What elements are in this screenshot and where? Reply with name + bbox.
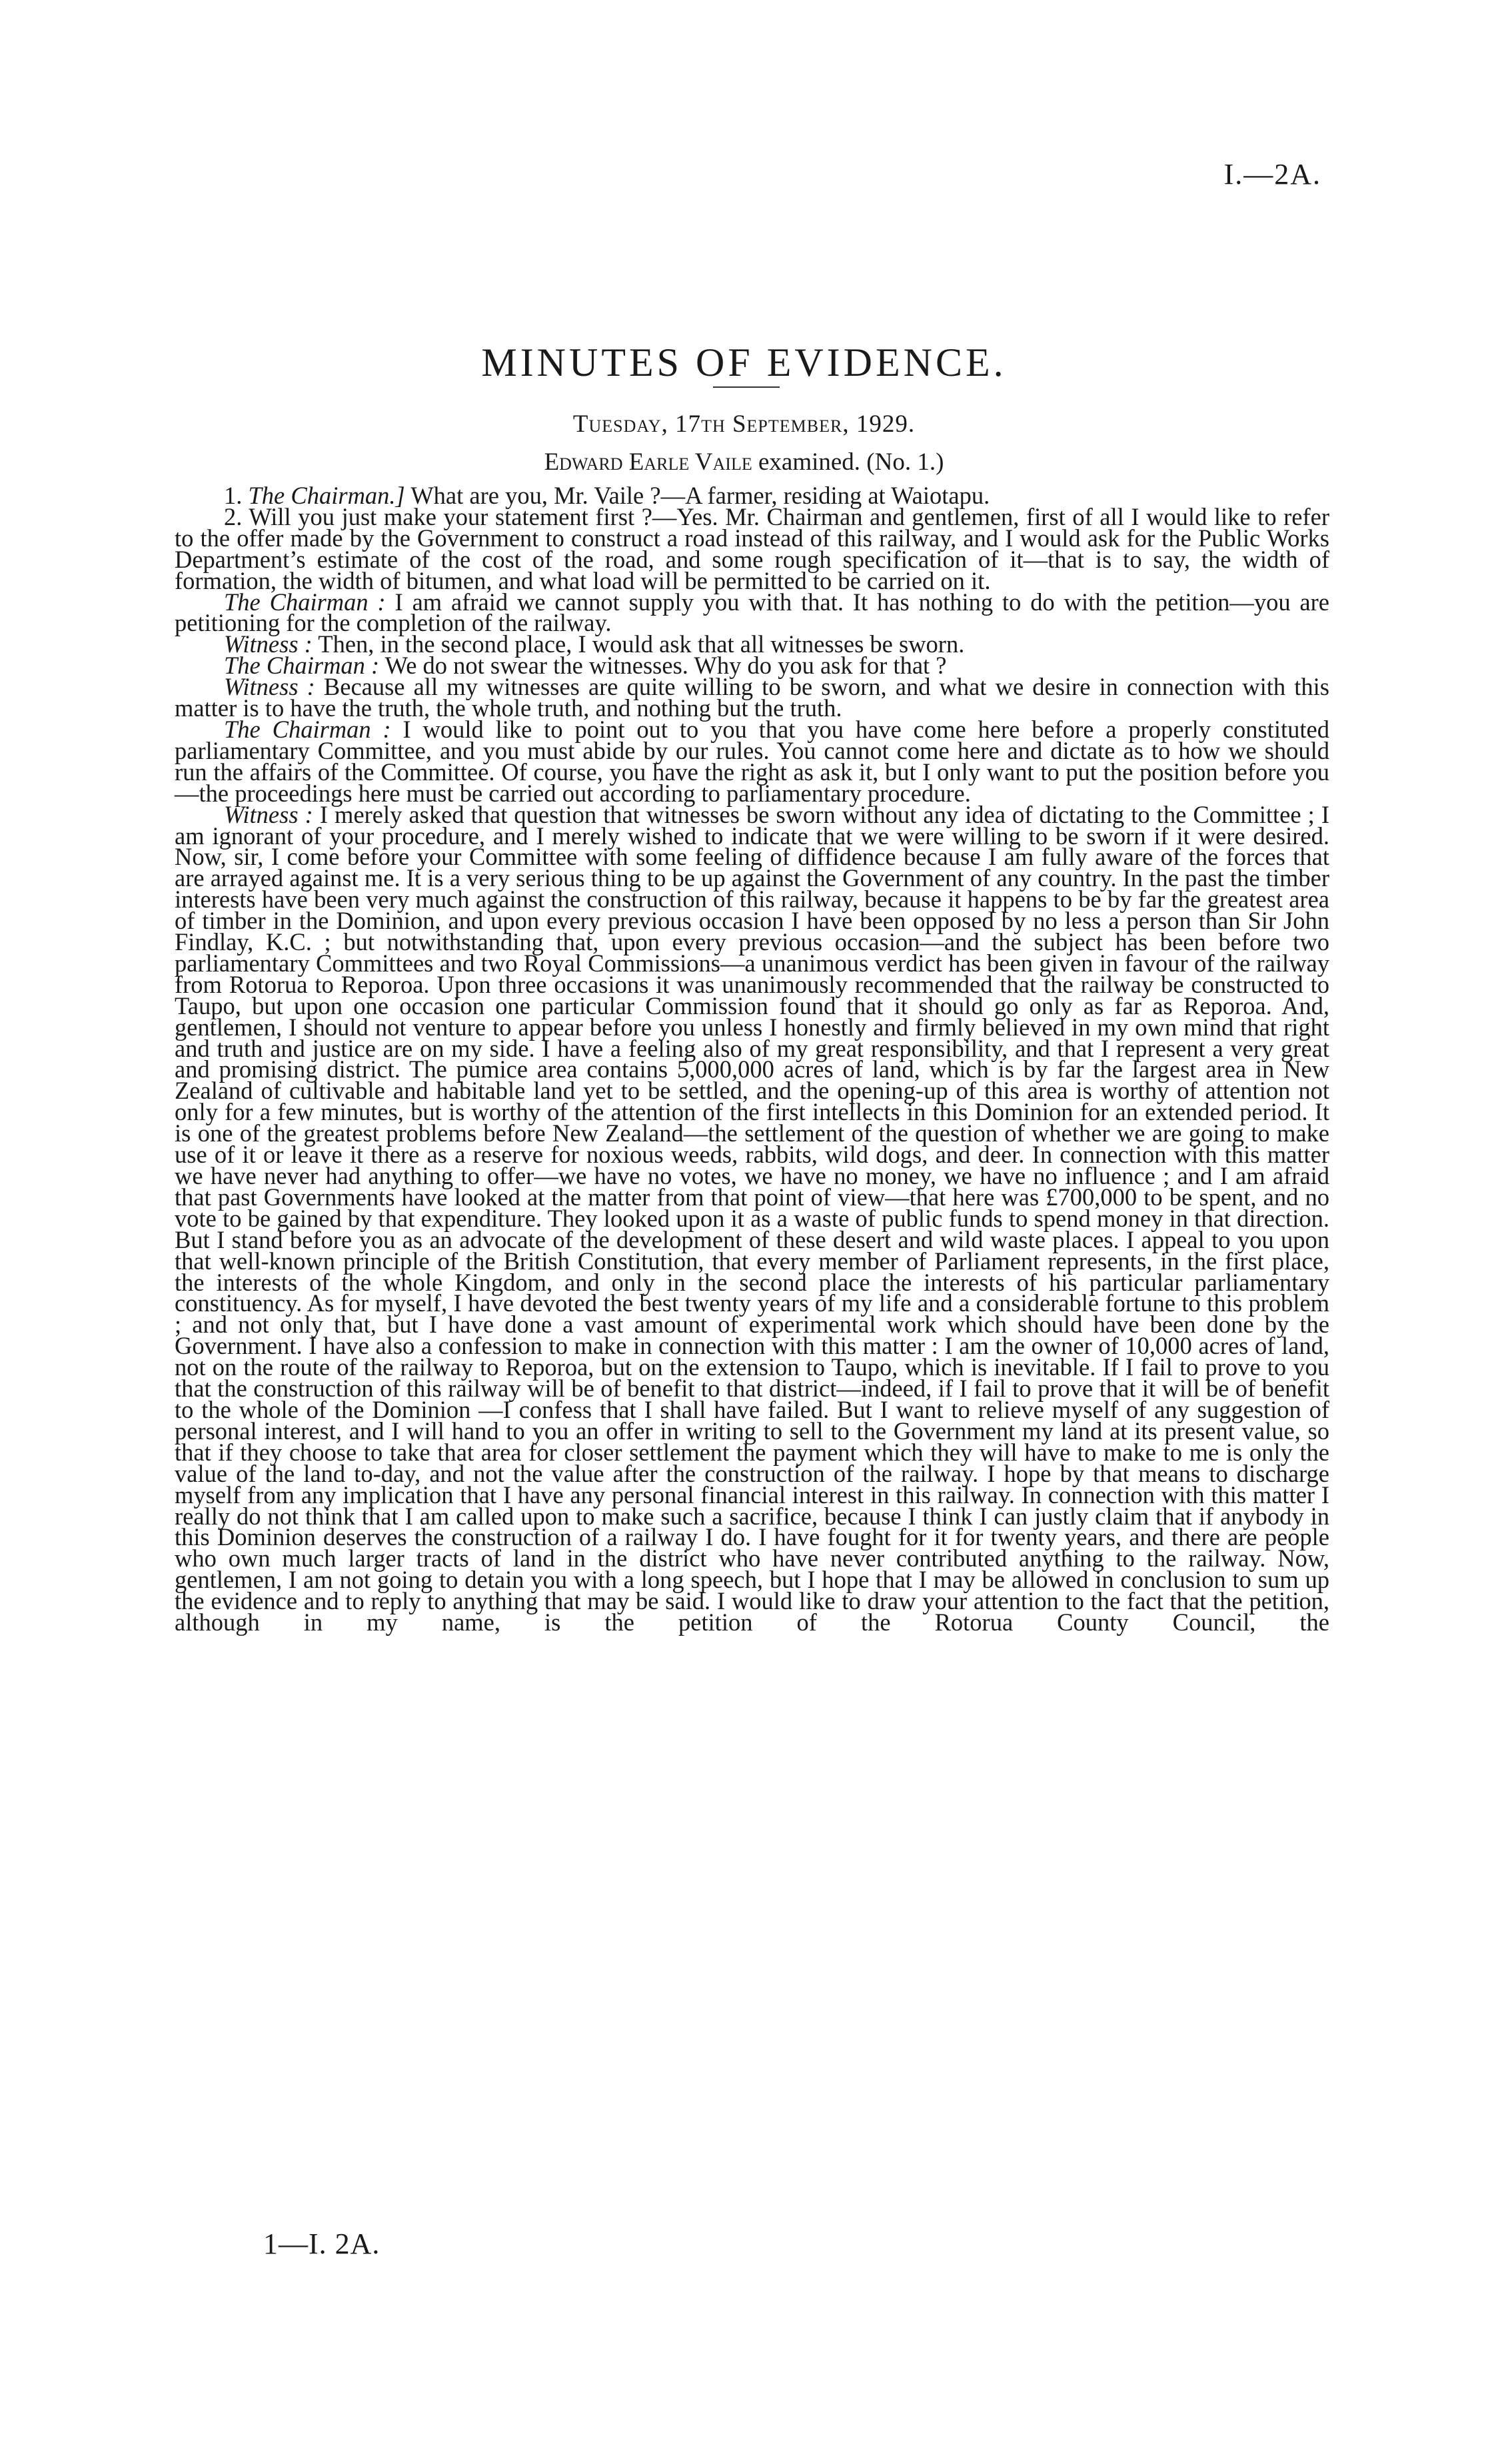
paragraph-text: Will you just make your statement first ?—Yes. Mr. Chairman and gentlemen, first of all I would like to refer to the offer made by the Government to construct a road instead of this railway, and I would ask for the Public Works Department’s estimate of the cost of the road, and some rough specification of it—that is to say, the width of formation, the width of bitumen, and what load will be permitted to be carried on it. xyxy=(175,502,1329,594)
speaker-label: The Chairman : xyxy=(224,652,380,680)
paragraph-text: We do not swear the witnesses. Why do you ask for that ? xyxy=(379,652,947,680)
witness-name: Edward Earle Vaile xyxy=(544,448,752,476)
speaker-label: Witness : xyxy=(224,800,313,828)
page-reference: I.—2A. xyxy=(1223,158,1321,191)
document-title: MINUTES OF EVIDENCE. xyxy=(481,340,1007,385)
paragraph-text: I would like to point out to you that you have come here before a properly constituted parliamentary Committee, and you must abide by our rules. You cannot come here and dictate as to how we should run the affairs of the Committee. Of course, you have the right as ask it, but I only want to put the position before you—the proceedings here must be carried out according to parliamentary procedure. xyxy=(175,715,1329,807)
paragraph-text: Because all my witnesses are quite willing to be sworn, and what we desire in connection with this matter is to have the truth, the whole truth, and nothing but the truth. xyxy=(175,673,1329,722)
question-number: 2. xyxy=(224,502,249,530)
evidence-paragraph xyxy=(175,800,1330,1636)
footer-reference: 1—I. 2A. xyxy=(263,2227,380,2260)
witness-examined-note: examined. (No. 1.) xyxy=(752,448,944,476)
paragraph-text: I merely asked that question that witnesses be sworn without any idea of dictating to the Committee ; I am ignorant of your procedure, and I merely wished to indicate that we were willing to be sworn if it were desired. Now, sir, I come before your Committee with some feeling of diffidence because I am fully aware of the forces that are arrayed against me. It is a very serious thing to be up against the Government of any country. In the past the timber interests have been very much against the construction of this railway, because it happens to be by far the greatest area of timber in the Dominion, and upon every previous occasion I have been opposed by no less a person than Sir John Findlay, K.C. ; but notwithstanding that, upon every previous occasion—and the subject has been before two parliamentary Committees and two Royal Commissions—a unanimous verdict has been given in favour of the railway from Rotorua to Reporoa. Upon three occasions it was unanimously recommended that the railway be constructed to Taupo, but upon one occasion one particular Commission found that it should go only as far as Reporoa. And, gentlemen, I should not venture to appear before you unless I honestly and firmly believed in my own mind that right and truth and justice are on my side. I have a feeling also of my great responsibility, and that I represent a very great and promising district. The pumice area contains 5,000,000 acres of land, which is by far the largest area in New Zealand of cultivable and habitable land yet to be settled, and the opening-up of this area is worthy of attention not only for a few minutes, but is worthy of the attention of the first intellects in this Dominion for an extended period. It is one of the greatest problems before New Zealand—the settlement of the question of whether we are going to make use of it or leave it there as a reserve for noxious weeds, rabbits, wild dogs, and deer. In connection with this matter we have never had anything to offer—we have no votes, we have no money, we have no influence ; and I am afraid that past Governments have looked at the matter from that point of view—that here was £700,000 to be spent, and no vote to be gained by that expenditure. They looked upon it as a waste of public funds to spend money in that direction. But I stand before you as an advocate of the development of these desert and wild waste places. I appeal to you upon that well-known principle of the British Constitution, that every member of Parliament represents, in the first place, the interests of the whole Kingdom, and only in the second place the interests of his particular parliamentary constituency. As for myself, I have devoted the best twenty years of my life and a considerable fortune to this problem ; and not only that, but I have done a vast amount of experimental work which should have been done by the Government. I have also a confession to make in connection with this matter : I am the owner of 10,000 acres of land, not on the route of the railway to Reporoa, but on the extension to Taupo, which is inevitable. If I fail to prove to you that the construction of this railway will be of benefit to that district—indeed, if I fail to prove that it will be of benefit to the whole of the Dominion —I confess that I shall have failed. But I want to relieve myself of any suggestion of personal interest, and I will hand to you an offer in writing to sell to the Government my land at its present value, so that if they choose to take that area for closer settlement the payment which they will have to make to me is only the value of the land to-day, and not the value after the construction of the railway. I hope by that means to discharge myself from any implication that I have any personal financial interest in this railway. In connection with this matter I really do not think that I am called upon to make such a sacrifice, because I think I can justly claim that if anybody in this Dominion deserves the construction of a railway I do. I have fought for it for twenty years, and there are people who own much larger tracts of land in the district who have never contributed anything to the railway. Now, gentlemen, I am not going to detain you with a long speech, but I hope that I may be allowed in conclusion to sum up the evidence and to reply to anything that may be said. I would like to draw your attention to the fact that the petition, although in my name, is the petition of the Rotorua County Council, the xyxy=(175,800,1330,1636)
evidence-body xyxy=(175,482,1330,1636)
evidence-paragraph xyxy=(175,502,1329,594)
speaker-label: The Chairman : xyxy=(224,588,386,616)
speaker-label: Witness : xyxy=(224,630,313,658)
question-number: 1. xyxy=(224,482,249,509)
evidence-paragraph xyxy=(175,588,1329,637)
speaker-label: The Chairman.] xyxy=(248,482,405,509)
witness-heading xyxy=(0,448,1488,476)
evidence-paragraph xyxy=(175,673,1329,722)
speaker-label: The Chairman : xyxy=(224,715,391,743)
session-date: Tuesday, 17th September, 1929. xyxy=(572,410,916,438)
title-divider xyxy=(713,386,780,388)
evidence-paragraph xyxy=(175,715,1329,807)
paragraph-text: Then, in the second place, I would ask that all witnesses be sworn. xyxy=(312,630,965,658)
paragraph-text: What are you, Mr. Vaile ?—A farmer, residing at Waiotapu. xyxy=(404,482,990,509)
speaker-label: Witness : xyxy=(224,673,315,701)
paragraph-text: I am afraid we cannot supply you with that. It has nothing to do with the petition—you are petitioning for the completion of the railway. xyxy=(175,588,1329,637)
